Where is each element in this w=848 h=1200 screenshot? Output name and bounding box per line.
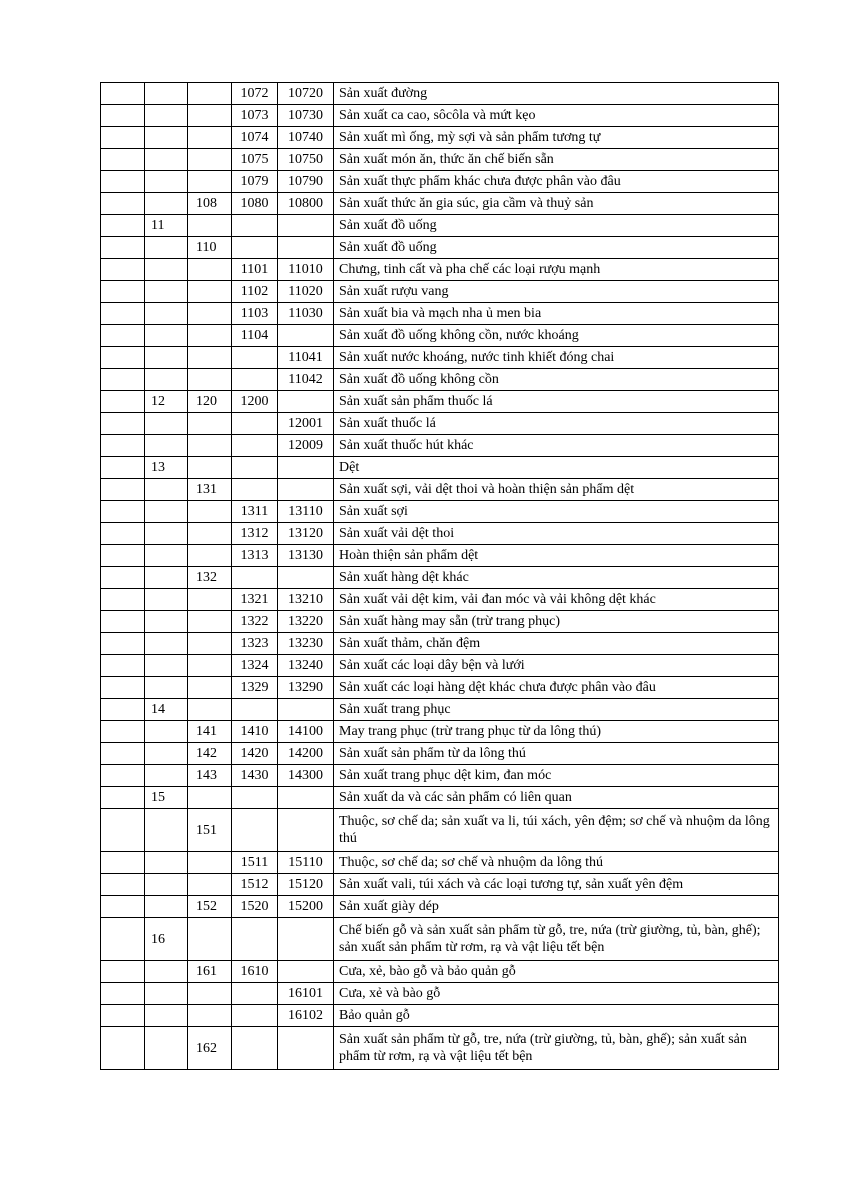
level1-code-cell <box>145 413 188 435</box>
table-row <box>101 545 779 567</box>
section-cell <box>101 589 145 611</box>
level4-code-cell: 13120 <box>278 523 334 545</box>
level3-code-cell: 1512 <box>232 874 278 896</box>
level4-code-cell: 10750 <box>278 149 334 171</box>
level3-code-cell: 1075 <box>232 149 278 171</box>
section-cell <box>101 303 145 325</box>
level1-code-cell: 13 <box>145 457 188 479</box>
level1-code-cell <box>145 677 188 699</box>
industry-name-cell: Sản xuất thuốc hút khác <box>334 435 779 457</box>
industry-name-cell: Sản xuất đồ uống <box>334 215 779 237</box>
table-row <box>101 325 779 347</box>
level2-code-cell <box>188 501 232 523</box>
table-row <box>101 589 779 611</box>
level3-code-cell <box>232 369 278 391</box>
level2-code-cell: 141 <box>188 721 232 743</box>
table-row <box>101 149 779 171</box>
level1-code-cell <box>145 303 188 325</box>
industry-name-cell: May trang phục (trừ trang phục từ da lông thú) <box>334 721 779 743</box>
section-cell <box>101 874 145 896</box>
level4-code-cell: 14200 <box>278 743 334 765</box>
level4-code-cell: 11042 <box>278 369 334 391</box>
level4-code-cell: 10730 <box>278 105 334 127</box>
level2-code-cell <box>188 852 232 874</box>
level2-code-cell <box>188 918 232 961</box>
section-cell <box>101 721 145 743</box>
level4-code-cell: 11030 <box>278 303 334 325</box>
level2-code-cell <box>188 983 232 1005</box>
level1-code-cell <box>145 83 188 105</box>
section-cell <box>101 347 145 369</box>
level4-code-cell: 13290 <box>278 677 334 699</box>
level1-code-cell <box>145 633 188 655</box>
level1-code-cell <box>145 501 188 523</box>
industry-name-cell: Sản xuất trang phục dệt kim, đan móc <box>334 765 779 787</box>
table-row <box>101 479 779 501</box>
level3-code-cell: 1313 <box>232 545 278 567</box>
level3-code-cell: 1101 <box>232 259 278 281</box>
section-cell <box>101 193 145 215</box>
level2-code-cell: 142 <box>188 743 232 765</box>
level1-code-cell <box>145 589 188 611</box>
level2-code-cell <box>188 589 232 611</box>
industry-name-cell: Sản xuất thảm, chăn đệm <box>334 633 779 655</box>
level1-code-cell <box>145 852 188 874</box>
table-row <box>101 215 779 237</box>
section-cell <box>101 413 145 435</box>
level1-code-cell <box>145 961 188 983</box>
level4-code-cell <box>278 918 334 961</box>
level3-code-cell <box>232 809 278 852</box>
level1-code-cell: 16 <box>145 918 188 961</box>
table-row <box>101 699 779 721</box>
table-row <box>101 83 779 105</box>
level4-code-cell: 16102 <box>278 1005 334 1027</box>
level4-code-cell <box>278 457 334 479</box>
level3-code-cell: 1410 <box>232 721 278 743</box>
level3-code-cell: 1080 <box>232 193 278 215</box>
section-cell <box>101 1027 145 1070</box>
level2-code-cell <box>188 259 232 281</box>
industry-name-cell: Sản xuất nước khoáng, nước tinh khiết đóng chai <box>334 347 779 369</box>
level2-code-cell: 132 <box>188 567 232 589</box>
section-cell <box>101 237 145 259</box>
section-cell <box>101 501 145 523</box>
table-row <box>101 611 779 633</box>
section-cell <box>101 983 145 1005</box>
level1-code-cell <box>145 611 188 633</box>
level4-code-cell <box>278 961 334 983</box>
level3-code-cell: 1324 <box>232 655 278 677</box>
level3-code-cell: 1102 <box>232 281 278 303</box>
level2-code-cell <box>188 105 232 127</box>
level2-code-cell <box>188 83 232 105</box>
level3-code-cell <box>232 1005 278 1027</box>
section-cell <box>101 787 145 809</box>
level4-code-cell: 13210 <box>278 589 334 611</box>
level2-code-cell <box>188 303 232 325</box>
level2-code-cell <box>188 699 232 721</box>
section-cell <box>101 127 145 149</box>
table-row <box>101 281 779 303</box>
level4-code-cell <box>278 391 334 413</box>
level4-code-cell: 10740 <box>278 127 334 149</box>
industry-name-cell: Chưng, tinh cất và pha chế các loại rượu mạnh <box>334 259 779 281</box>
level2-code-cell: 162 <box>188 1027 232 1070</box>
level2-code-cell <box>188 457 232 479</box>
section-cell <box>101 523 145 545</box>
table-row <box>101 852 779 874</box>
section-cell <box>101 567 145 589</box>
industry-name-cell: Sản xuất vải dệt kim, vải đan móc và vải không dệt khác <box>334 589 779 611</box>
level1-code-cell <box>145 193 188 215</box>
table-row <box>101 677 779 699</box>
level4-code-cell: 13110 <box>278 501 334 523</box>
level3-code-cell: 1520 <box>232 896 278 918</box>
level1-code-cell <box>145 896 188 918</box>
section-cell <box>101 171 145 193</box>
level4-code-cell: 15200 <box>278 896 334 918</box>
level4-code-cell <box>278 809 334 852</box>
level2-code-cell: 110 <box>188 237 232 259</box>
industry-name-cell: Sản xuất vải dệt thoi <box>334 523 779 545</box>
table-row <box>101 237 779 259</box>
level1-code-cell: 12 <box>145 391 188 413</box>
level2-code-cell <box>188 523 232 545</box>
industry-name-cell: Dệt <box>334 457 779 479</box>
section-cell <box>101 457 145 479</box>
level2-code-cell <box>188 171 232 193</box>
level3-code-cell: 1072 <box>232 83 278 105</box>
industry-name-cell: Sản xuất sản phẩm thuốc lá <box>334 391 779 413</box>
level2-code-cell <box>188 787 232 809</box>
level4-code-cell: 10800 <box>278 193 334 215</box>
level2-code-cell <box>188 369 232 391</box>
section-cell <box>101 611 145 633</box>
industry-code-table <box>100 82 779 1070</box>
level4-code-cell <box>278 215 334 237</box>
level3-code-cell: 1073 <box>232 105 278 127</box>
level1-code-cell <box>145 765 188 787</box>
level3-code-cell <box>232 237 278 259</box>
table-row <box>101 171 779 193</box>
level1-code-cell <box>145 281 188 303</box>
level3-code-cell: 1311 <box>232 501 278 523</box>
table-row <box>101 809 779 852</box>
industry-name-cell: Sản xuất sản phẩm từ gỗ, tre, nứa (trừ giường, tủ, bàn, ghế); sản xuất sản phẩm từ rơm, rạ và vật liệu tết bện <box>334 1027 779 1070</box>
level4-code-cell: 15120 <box>278 874 334 896</box>
level1-code-cell <box>145 1027 188 1070</box>
industry-name-cell: Sản xuất hàng may sẵn (trừ trang phục) <box>334 611 779 633</box>
level4-code-cell: 11010 <box>278 259 334 281</box>
section-cell <box>101 918 145 961</box>
table-row <box>101 501 779 523</box>
level1-code-cell: 11 <box>145 215 188 237</box>
level2-code-cell <box>188 874 232 896</box>
industry-name-cell: Sản xuất rượu vang <box>334 281 779 303</box>
level3-code-cell <box>232 347 278 369</box>
section-cell <box>101 699 145 721</box>
level3-code-cell <box>232 413 278 435</box>
level2-code-cell <box>188 149 232 171</box>
level3-code-cell: 1312 <box>232 523 278 545</box>
level2-code-cell <box>188 1005 232 1027</box>
level4-code-cell: 11020 <box>278 281 334 303</box>
table-row <box>101 896 779 918</box>
level1-code-cell <box>145 259 188 281</box>
section-cell <box>101 743 145 765</box>
table-row <box>101 413 779 435</box>
level2-code-cell: 151 <box>188 809 232 852</box>
section-cell <box>101 633 145 655</box>
level1-code-cell <box>145 523 188 545</box>
section-cell <box>101 325 145 347</box>
level3-code-cell <box>232 479 278 501</box>
level3-code-cell <box>232 457 278 479</box>
level4-code-cell <box>278 479 334 501</box>
level3-code-cell: 1074 <box>232 127 278 149</box>
level2-code-cell <box>188 281 232 303</box>
table-row <box>101 567 779 589</box>
table-row <box>101 961 779 983</box>
level3-code-cell: 1323 <box>232 633 278 655</box>
level2-code-cell: 161 <box>188 961 232 983</box>
table-row <box>101 369 779 391</box>
level3-code-cell <box>232 215 278 237</box>
level1-code-cell <box>145 127 188 149</box>
level1-code-cell <box>145 325 188 347</box>
industry-name-cell: Sản xuất sợi <box>334 501 779 523</box>
industry-name-cell: Chế biến gỗ và sản xuất sản phẩm từ gỗ, tre, nứa (trừ giường, tủ, bàn, ghế); sản xuất sản phẩm từ rơm, rạ và vật liệu tết bện <box>334 918 779 961</box>
level2-code-cell: 131 <box>188 479 232 501</box>
level1-code-cell <box>145 105 188 127</box>
table-row <box>101 983 779 1005</box>
level2-code-cell <box>188 655 232 677</box>
level2-code-cell: 120 <box>188 391 232 413</box>
level3-code-cell <box>232 918 278 961</box>
level4-code-cell <box>278 567 334 589</box>
level4-code-cell: 13220 <box>278 611 334 633</box>
industry-name-cell: Sản xuất sợi, vải dệt thoi và hoàn thiện sản phẩm dệt <box>334 479 779 501</box>
industry-name-cell: Sản xuất bia và mạch nha ủ men bia <box>334 303 779 325</box>
level1-code-cell <box>145 655 188 677</box>
level1-code-cell: 15 <box>145 787 188 809</box>
level2-code-cell: 143 <box>188 765 232 787</box>
level4-code-cell: 14100 <box>278 721 334 743</box>
table-row <box>101 523 779 545</box>
level3-code-cell <box>232 435 278 457</box>
section-cell <box>101 765 145 787</box>
level1-code-cell <box>145 435 188 457</box>
industry-name-cell: Cưa, xẻ và bào gỗ <box>334 983 779 1005</box>
level3-code-cell: 1610 <box>232 961 278 983</box>
industry-name-cell: Sản xuất giày dép <box>334 896 779 918</box>
industry-name-cell: Sản xuất các loại dây bện và lưới <box>334 655 779 677</box>
level2-code-cell <box>188 435 232 457</box>
level4-code-cell <box>278 325 334 347</box>
level4-code-cell <box>278 1027 334 1070</box>
level2-code-cell <box>188 413 232 435</box>
industry-name-cell: Sản xuất vali, túi xách và các loại tương tự, sản xuất yên đệm <box>334 874 779 896</box>
level3-code-cell: 1079 <box>232 171 278 193</box>
level2-code-cell <box>188 633 232 655</box>
level1-code-cell <box>145 1005 188 1027</box>
level2-code-cell <box>188 611 232 633</box>
industry-name-cell: Sản xuất hàng dệt khác <box>334 567 779 589</box>
section-cell <box>101 896 145 918</box>
table-row <box>101 1027 779 1070</box>
industry-name-cell: Sản xuất trang phục <box>334 699 779 721</box>
level3-code-cell: 1104 <box>232 325 278 347</box>
table-row <box>101 259 779 281</box>
table-row <box>101 105 779 127</box>
section-cell <box>101 259 145 281</box>
industry-name-cell: Sản xuất sản phẩm từ da lông thú <box>334 743 779 765</box>
industry-name-cell: Sản xuất thức ăn gia súc, gia cầm và thuỷ sản <box>334 193 779 215</box>
table-row <box>101 743 779 765</box>
level1-code-cell <box>145 369 188 391</box>
industry-name-cell: Sản xuất đồ uống không cồn, nước khoáng <box>334 325 779 347</box>
section-cell <box>101 479 145 501</box>
level3-code-cell: 1511 <box>232 852 278 874</box>
section-cell <box>101 215 145 237</box>
level4-code-cell: 14300 <box>278 765 334 787</box>
section-cell <box>101 809 145 852</box>
industry-name-cell: Cưa, xẻ, bào gỗ và bảo quản gỗ <box>334 961 779 983</box>
level2-code-cell <box>188 325 232 347</box>
level4-code-cell: 11041 <box>278 347 334 369</box>
level1-code-cell <box>145 237 188 259</box>
section-cell <box>101 149 145 171</box>
section-cell <box>101 1005 145 1027</box>
industry-name-cell: Sản xuất đồ uống <box>334 237 779 259</box>
table-row <box>101 633 779 655</box>
table-body <box>101 83 779 1070</box>
table-row <box>101 193 779 215</box>
table-row <box>101 347 779 369</box>
level1-code-cell <box>145 721 188 743</box>
level1-code-cell <box>145 347 188 369</box>
section-cell <box>101 83 145 105</box>
level3-code-cell <box>232 699 278 721</box>
section-cell <box>101 281 145 303</box>
level4-code-cell <box>278 237 334 259</box>
level4-code-cell: 16101 <box>278 983 334 1005</box>
level4-code-cell: 13130 <box>278 545 334 567</box>
industry-name-cell: Sản xuất da và các sản phẩm có liên quan <box>334 787 779 809</box>
industry-name-cell: Sản xuất thực phẩm khác chưa được phân vào đâu <box>334 171 779 193</box>
level3-code-cell <box>232 567 278 589</box>
level1-code-cell <box>145 874 188 896</box>
level1-code-cell <box>145 149 188 171</box>
level2-code-cell: 152 <box>188 896 232 918</box>
level4-code-cell: 10720 <box>278 83 334 105</box>
level1-code-cell <box>145 171 188 193</box>
level3-code-cell: 1322 <box>232 611 278 633</box>
table-row <box>101 303 779 325</box>
level1-code-cell <box>145 479 188 501</box>
industry-name-cell: Sản xuất các loại hàng dệt khác chưa được phân vào đâu <box>334 677 779 699</box>
level3-code-cell: 1420 <box>232 743 278 765</box>
level3-code-cell: 1329 <box>232 677 278 699</box>
section-cell <box>101 677 145 699</box>
level3-code-cell: 1103 <box>232 303 278 325</box>
level2-code-cell <box>188 347 232 369</box>
level2-code-cell <box>188 127 232 149</box>
table-row <box>101 918 779 961</box>
industry-name-cell: Sản xuất đường <box>334 83 779 105</box>
level1-code-cell <box>145 809 188 852</box>
section-cell <box>101 435 145 457</box>
table-row <box>101 721 779 743</box>
industry-name-cell: Sản xuất đồ uống không cồn <box>334 369 779 391</box>
section-cell <box>101 852 145 874</box>
table-row <box>101 787 779 809</box>
industry-name-cell: Sản xuất ca cao, sôcôla và mứt kẹo <box>334 105 779 127</box>
level1-code-cell <box>145 567 188 589</box>
section-cell <box>101 961 145 983</box>
section-cell <box>101 655 145 677</box>
table-row <box>101 391 779 413</box>
table-row <box>101 655 779 677</box>
industry-name-cell: Sản xuất món ăn, thức ăn chế biến sẵn <box>334 149 779 171</box>
level4-code-cell: 10790 <box>278 171 334 193</box>
level4-code-cell: 13230 <box>278 633 334 655</box>
level3-code-cell: 1430 <box>232 765 278 787</box>
level2-code-cell <box>188 215 232 237</box>
table-row <box>101 127 779 149</box>
level4-code-cell: 12009 <box>278 435 334 457</box>
section-cell <box>101 105 145 127</box>
level1-code-cell: 14 <box>145 699 188 721</box>
level4-code-cell <box>278 699 334 721</box>
level3-code-cell <box>232 787 278 809</box>
table-row <box>101 457 779 479</box>
table-row <box>101 435 779 457</box>
level3-code-cell: 1321 <box>232 589 278 611</box>
level4-code-cell <box>278 787 334 809</box>
level4-code-cell: 12001 <box>278 413 334 435</box>
table-row <box>101 765 779 787</box>
section-cell <box>101 369 145 391</box>
level1-code-cell <box>145 983 188 1005</box>
level2-code-cell <box>188 545 232 567</box>
industry-name-cell: Thuộc, sơ chế da; sản xuất va li, túi xách, yên đệm; sơ chế và nhuộm da lông thú <box>334 809 779 852</box>
level3-code-cell: 1200 <box>232 391 278 413</box>
level1-code-cell <box>145 743 188 765</box>
level2-code-cell <box>188 677 232 699</box>
level2-code-cell: 108 <box>188 193 232 215</box>
level3-code-cell <box>232 1027 278 1070</box>
level4-code-cell: 13240 <box>278 655 334 677</box>
industry-name-cell: Sản xuất thuốc lá <box>334 413 779 435</box>
level3-code-cell <box>232 983 278 1005</box>
section-cell <box>101 545 145 567</box>
table-row <box>101 874 779 896</box>
industry-name-cell: Hoàn thiện sản phẩm dệt <box>334 545 779 567</box>
industry-name-cell: Sản xuất mì ống, mỳ sợi và sản phẩm tương tự <box>334 127 779 149</box>
table-row <box>101 1005 779 1027</box>
industry-name-cell: Thuộc, sơ chế da; sơ chế và nhuộm da lông thú <box>334 852 779 874</box>
section-cell <box>101 391 145 413</box>
level4-code-cell: 15110 <box>278 852 334 874</box>
level1-code-cell <box>145 545 188 567</box>
industry-name-cell: Bảo quản gỗ <box>334 1005 779 1027</box>
